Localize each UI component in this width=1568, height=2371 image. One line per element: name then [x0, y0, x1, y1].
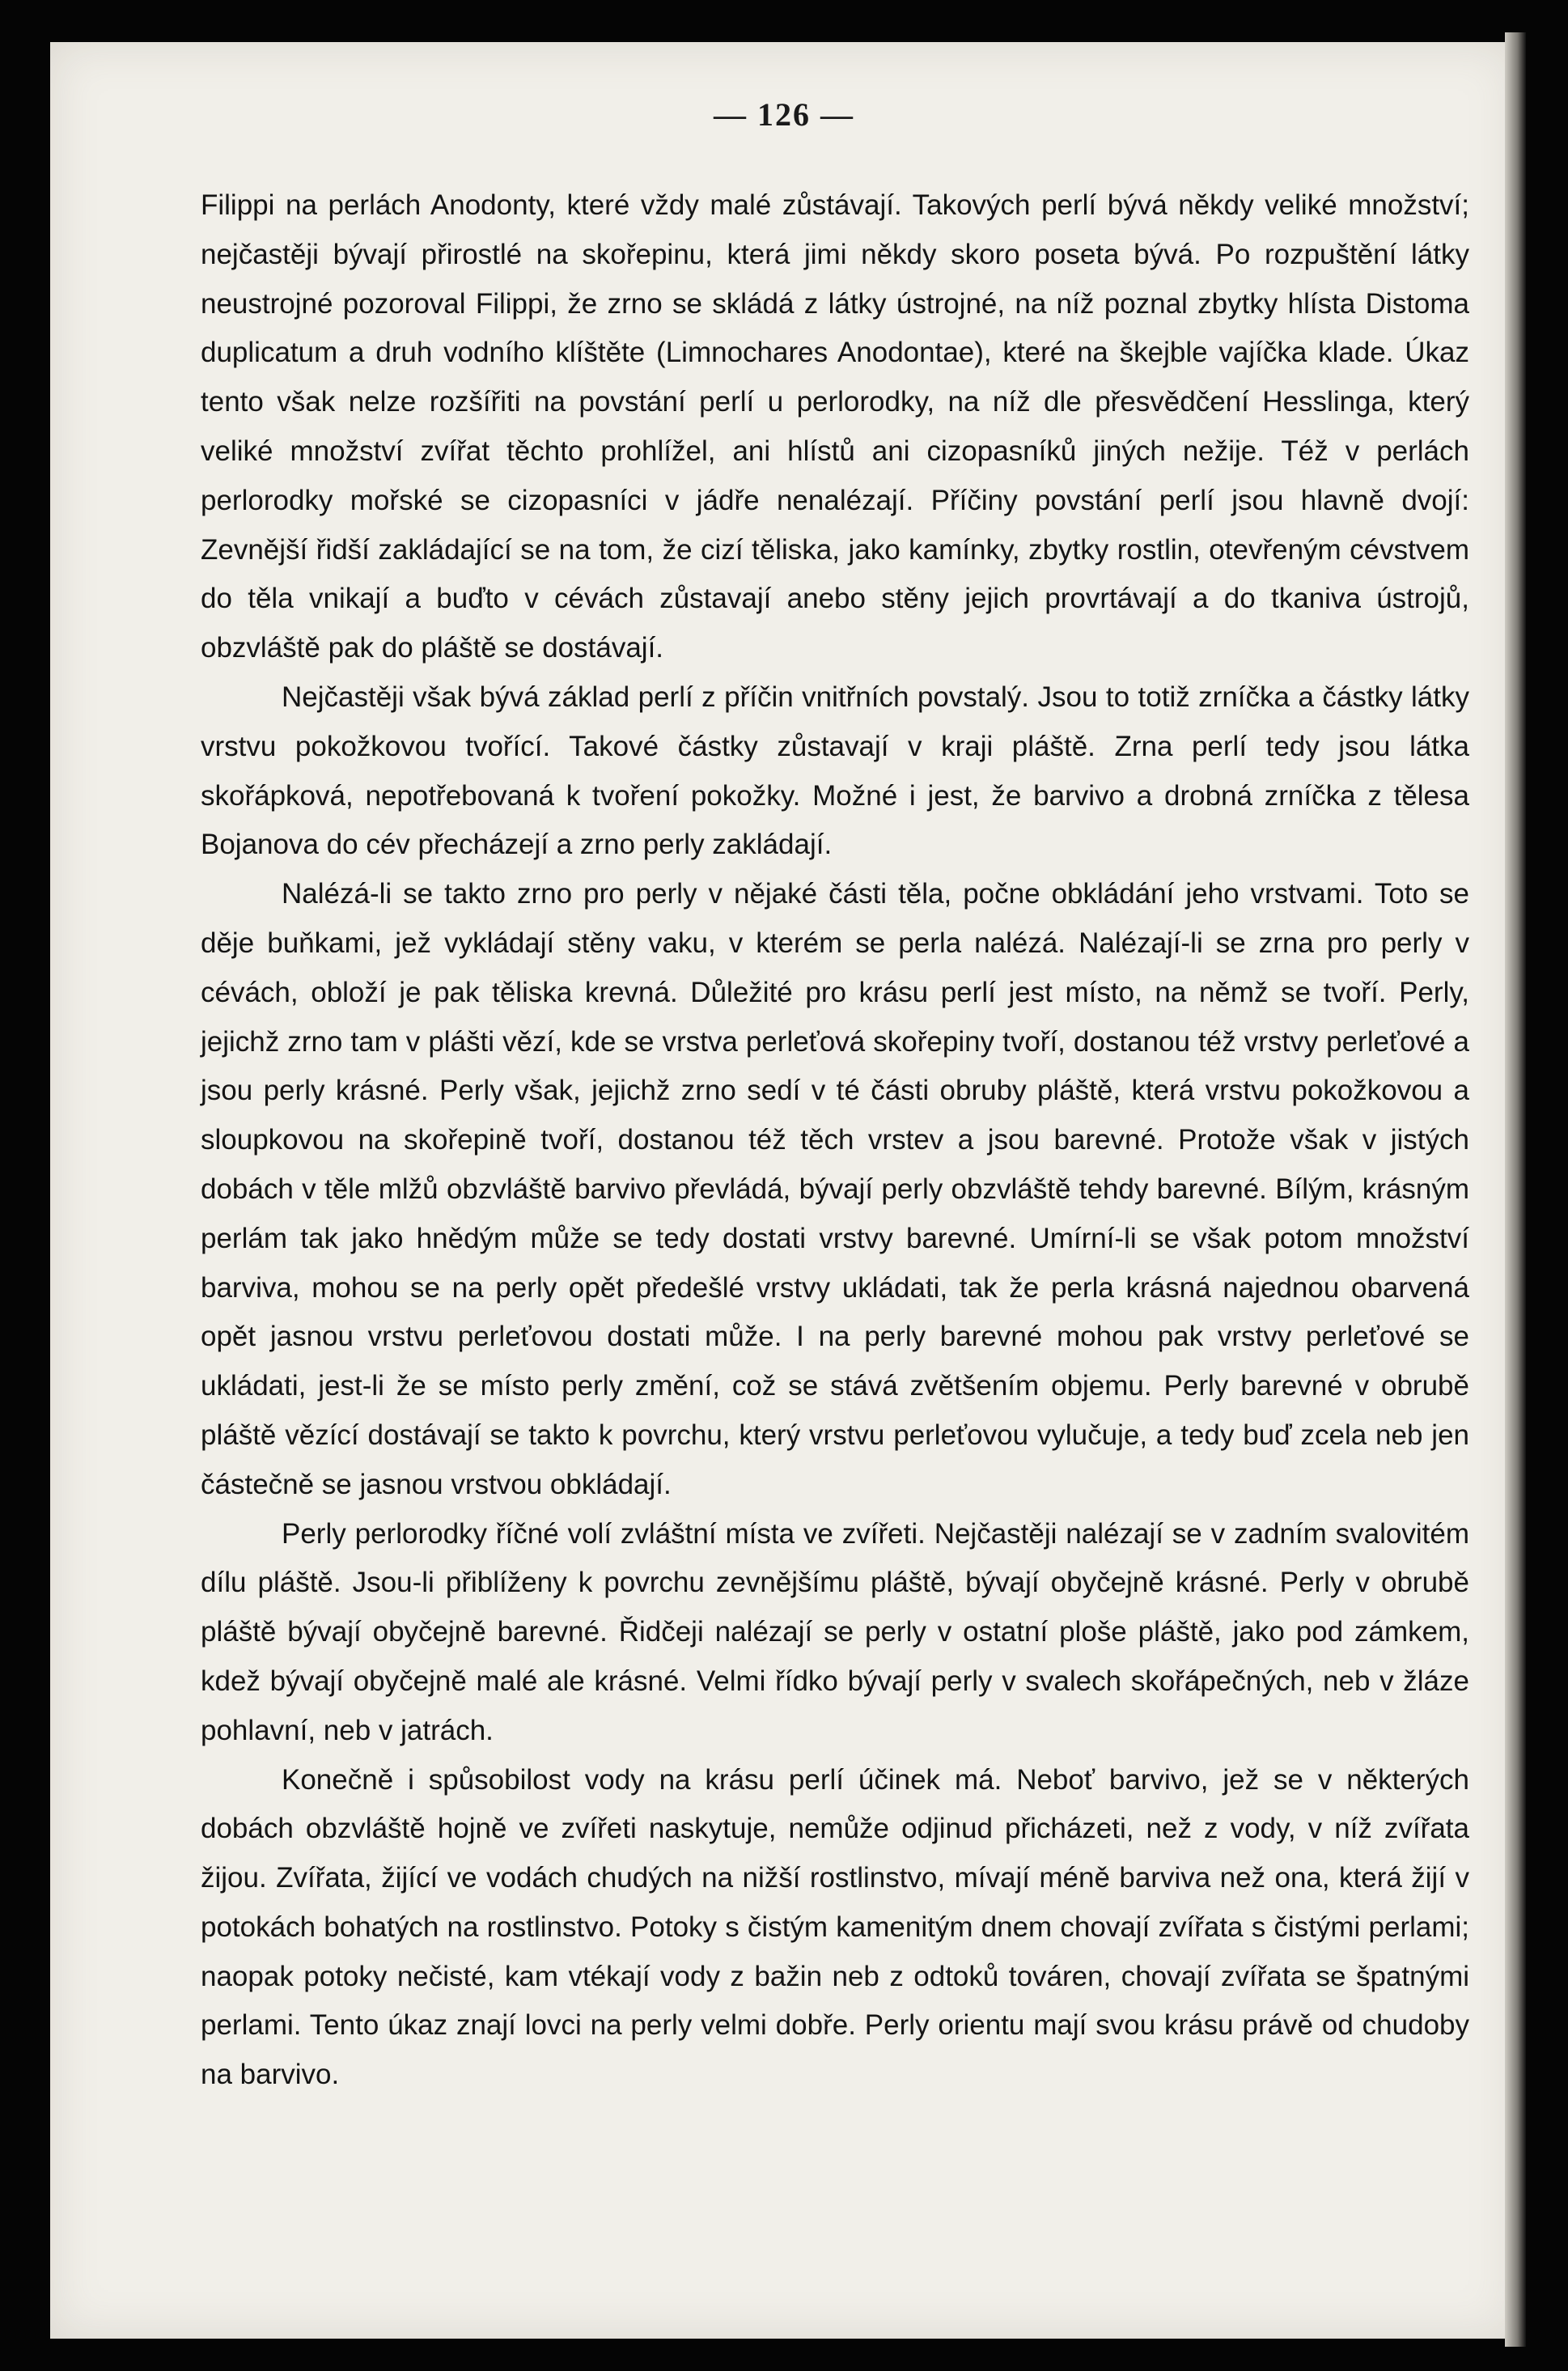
- paragraph-2: Nejčastěji však bývá základ perlí z příčin vnitřních povstalý. Jsou to totiž zrníčka a částky látky vrstvu pokožkovou tvořící. Takové částky zůstavají v kraji pláště. Zrna perlí tedy jsou látka skořápková, nepotřebovaná k tvoření pokožky. Možné i jest, že barvivo a drobná zrníčka z tělesa Bojanova do cév přecházejí a zrno perly zakládají.: [201, 681, 1469, 861]
- body-text: [201, 181, 1469, 2100]
- paragraph-1: Filippi na perlách Anodonty, které vždy malé zůstávají. Takových perlí bývá někdy veliké množství; nejčastěji bývají přirostlé na skořepinu, která jimi někdy skoro poseta bývá. Po rozpuštění látky neustrojné pozoroval Filippi, že zrno se skládá z látky ústrojné, na níž poznal zbytky hlísta Distoma duplicatum a druh vodního klíštěte (Limnochares Anodontae), které na škejble vajíčka klade. Úkaz tento však nelze rozšířiti na povstání perlí u perlorodky, na níž dle přesvědčení Hesslinga, který veliké množství zvířat těchto prohlížel, ani hlístů ani cizopasníků jiných nežije. Též v perlách perlorodky mořské se cizopasníci v jádře nenalézají. Příčiny povstání perlí jsou hlavně dvojí: Zevnější řidší zakládající se na tom, že cizí těliska, jako kamínky, zbytky rostlin, otevřeným cévstvem do těla vnikají a buďto v cévách zůstavají anebo stěny jejich provrtávají a do tkaniva ústrojů, obzvláště pak do pláště se dostávají.: [201, 189, 1469, 664]
- paragraph-5: Konečně i spůsobilost vody na krásu perlí účinek má. Neboť barvivo, jež se v některých dobách obzvláště hojně ve zvířeti naskytuje, nemůže odjinud přicházeti, než z vody, v níž zvířata žijou. Zvířata, žijící ve vodách chudých na nižší rostlinstvo, mívají méně barviva než ona, která žijí v potokách bohatých na rostlinstvo. Potoky s čistým kamenitým dnem chovají zvířata s čistými perlami; naopak potoky nečisté, kam vtékají vody z bažin neb z odtoků továren, chovají zvířata se špatnými perlami. Tento úkaz znají lovci na perly velmi dobře. Perly orientu mají svou krásu právě od chudoby na barvivo.: [201, 1763, 1469, 2091]
- page-number: — 126 —: [714, 96, 854, 133]
- page-edge-shadow: [1505, 32, 1526, 2347]
- paragraph-3: Nalézá-li se takto zrno pro perly v nějaké části těla, počne obkládání jeho vrstvami. Toto se děje buňkami, jež vykládají stěny vaku, v kterém se perla nalézá. Nalézají-li se zrna pro perly v cévách, obloží je pak těliska krevná. Důležité pro krásu perlí jest místo, na němž se tvoří. Perly, jejichž zrno tam v plášti vězí, kde se vrstva perleťová skořepiny tvoří, dostanou též vrstvy perleťové a jsou perly krásné. Perly však, jejichž zrno sedí v té části obruby pláště, která vrstvu pokožkovou a sloupkovou na skořepině tvoří, dostanou též těch vrstev a jsou barevné. Protože však v jistých dobách v těle mlžů obzvláště barvivo převládá, bývají perly obzvláště tehdy barevné. Bílým, krásným perlám tak jako hnědým může se tedy dostati vrstvy barevné. Umírní-li se však potom množství barviva, mohou se na perly opět předešlé vrstvy ukládati, tak že perla krásná najednou obarvená opět jasnou vrstvu perleťovou dostati může. I na perly barevné mohou pak vrstvy perleťové se ukládati, jest-li že se místo perly změní, což se stává zvětšením objemu. Perly barevné v obrubě pláště vězící dostávají se takto k povrchu, který vrstvu perleťovou vylučuje, a tedy buď zcela neb jen částečně se jasnou vrstvou obkládají.: [201, 878, 1469, 1500]
- paragraph-4: Perly perlorodky říčné volí zvláštní místa ve zvířeti. Nejčastěji nalézají se v zadním svalovitém dílu pláště. Jsou-li přiblíženy k povrchu zevnějšímu pláště, bývají obyčejně krásné. Perly v obrubě pláště bývají obyčejně barevné. Řidčeji nalézají se perly v ostatní ploše pláště, jako pod zámkem, kdež bývají obyčejně malé ale krásné. Velmi řídko bývají perly v svalech skořápečných, neb v žláze pohlavní, neb v jatrách.: [201, 1517, 1469, 1746]
